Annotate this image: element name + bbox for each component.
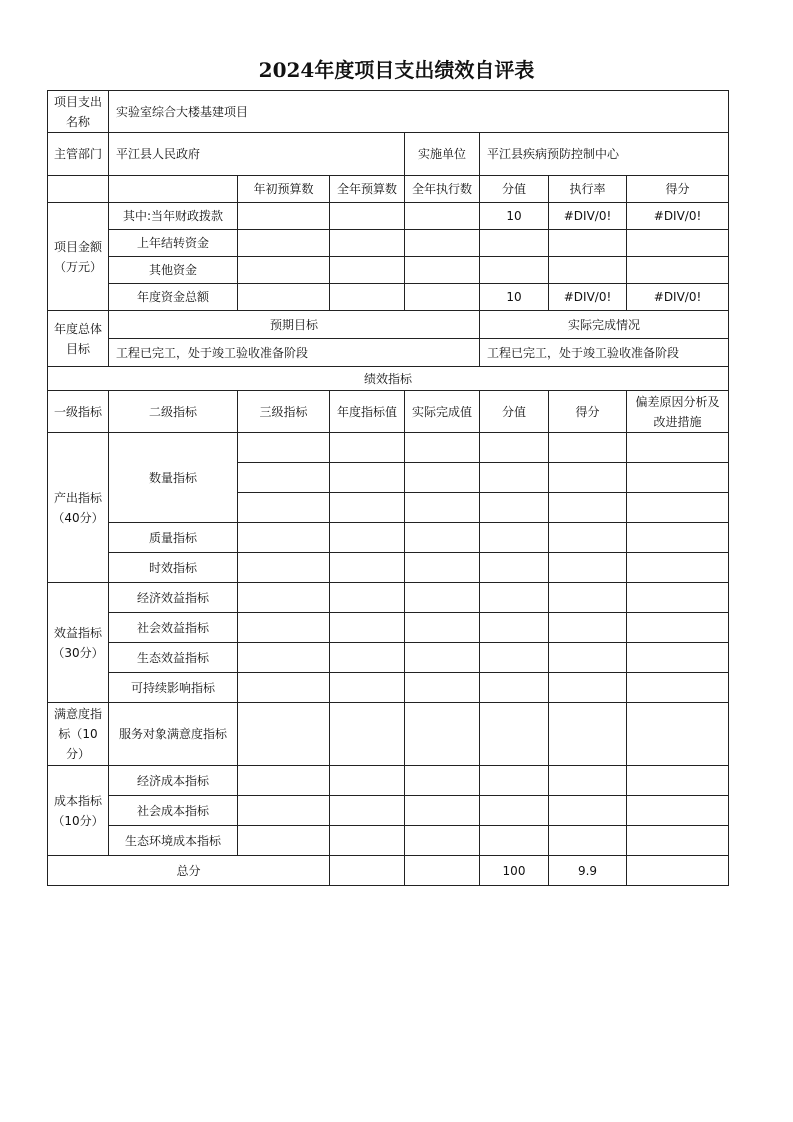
score-value bbox=[480, 826, 549, 856]
annual-target bbox=[330, 553, 405, 583]
indicator-row bbox=[48, 613, 729, 643]
indicator-row bbox=[48, 766, 729, 796]
level3-indicator bbox=[238, 826, 330, 856]
annual-target bbox=[330, 433, 405, 463]
perf-header: 分值 bbox=[480, 391, 549, 433]
level2-indicator: 生态环境成本指标 bbox=[109, 826, 238, 856]
score bbox=[549, 643, 627, 673]
initial bbox=[238, 230, 330, 257]
perf-title-row bbox=[48, 367, 729, 391]
budget-header: 全年执行数 bbox=[405, 176, 480, 203]
actual-label: 实际完成情况 bbox=[480, 311, 729, 339]
department-row bbox=[48, 133, 729, 176]
level2-indicator: 经济效益指标 bbox=[109, 583, 238, 613]
score-value bbox=[480, 523, 549, 553]
actual-text: 工程已完工，处于竣工验收准备阶段 bbox=[480, 339, 729, 367]
level3-indicator bbox=[238, 643, 330, 673]
executed bbox=[405, 230, 480, 257]
deviation-analysis bbox=[627, 493, 729, 523]
rate: #DIV/0! bbox=[549, 284, 627, 311]
total-label: 总分 bbox=[48, 856, 330, 886]
score-value bbox=[480, 796, 549, 826]
annual bbox=[330, 284, 405, 311]
actual-value bbox=[405, 796, 480, 826]
level3-indicator bbox=[238, 613, 330, 643]
level2-indicator: 经济成本指标 bbox=[109, 766, 238, 796]
score bbox=[549, 463, 627, 493]
budget-header: 执行率 bbox=[549, 176, 627, 203]
score: #DIV/0! bbox=[627, 203, 729, 230]
annual-target bbox=[330, 613, 405, 643]
score-value: 10 bbox=[480, 203, 549, 230]
total-actual bbox=[405, 856, 480, 886]
score-value bbox=[480, 553, 549, 583]
total-annual bbox=[330, 856, 405, 886]
executed bbox=[405, 203, 480, 230]
deviation-analysis bbox=[627, 826, 729, 856]
annual-target bbox=[330, 463, 405, 493]
score bbox=[549, 613, 627, 643]
score-value bbox=[480, 703, 549, 766]
rate bbox=[549, 230, 627, 257]
perf-header: 得分 bbox=[549, 391, 627, 433]
goal-text-row bbox=[48, 339, 729, 367]
indicator-row bbox=[48, 643, 729, 673]
indicator-row bbox=[48, 796, 729, 826]
level3-indicator bbox=[238, 523, 330, 553]
level3-indicator bbox=[238, 583, 330, 613]
annual-target bbox=[330, 523, 405, 553]
deviation-analysis bbox=[627, 433, 729, 463]
level2-indicator: 社会效益指标 bbox=[109, 613, 238, 643]
score bbox=[549, 553, 627, 583]
level1-indicator: 效益指标（30分） bbox=[48, 583, 109, 703]
level1-indicator: 产出指标（40分） bbox=[48, 433, 109, 583]
annual bbox=[330, 257, 405, 284]
indicator-row bbox=[48, 826, 729, 856]
perf-header: 偏差原因分析及改进措施 bbox=[627, 391, 729, 433]
score-value bbox=[480, 433, 549, 463]
dept-label: 主管部门 bbox=[48, 133, 109, 176]
amount-row-label: 年度资金总额 bbox=[109, 284, 238, 311]
annual-target bbox=[330, 493, 405, 523]
annual-target bbox=[330, 583, 405, 613]
score-value bbox=[480, 673, 549, 703]
amount-row bbox=[48, 230, 729, 257]
deviation-analysis bbox=[627, 703, 729, 766]
indicator-row bbox=[48, 553, 729, 583]
annual bbox=[330, 203, 405, 230]
deviation-analysis bbox=[627, 463, 729, 493]
budget-header: 分值 bbox=[480, 176, 549, 203]
perf-header: 年度指标值 bbox=[330, 391, 405, 433]
expected-text: 工程已完工，处于竣工验收准备阶段 bbox=[109, 339, 480, 367]
perf-header: 一级指标 bbox=[48, 391, 109, 433]
annual-target bbox=[330, 826, 405, 856]
indicator-row bbox=[48, 433, 729, 463]
amount-row-label: 上年结转资金 bbox=[109, 230, 238, 257]
level3-indicator bbox=[238, 766, 330, 796]
deviation-analysis bbox=[627, 643, 729, 673]
annual-target bbox=[330, 796, 405, 826]
total-score: 9.9 bbox=[549, 856, 627, 886]
actual-value bbox=[405, 826, 480, 856]
score: #DIV/0! bbox=[627, 284, 729, 311]
total-score-value: 100 bbox=[480, 856, 549, 886]
level3-indicator bbox=[238, 796, 330, 826]
budget-header: 全年预算数 bbox=[330, 176, 405, 203]
level3-indicator bbox=[238, 673, 330, 703]
score bbox=[549, 433, 627, 463]
score-value bbox=[480, 583, 549, 613]
score bbox=[549, 703, 627, 766]
perf-header: 二级指标 bbox=[109, 391, 238, 433]
annual-target bbox=[330, 673, 405, 703]
level3-indicator bbox=[238, 433, 330, 463]
amount-row-label: 其他资金 bbox=[109, 257, 238, 284]
deviation-analysis bbox=[627, 523, 729, 553]
level2-indicator: 时效指标 bbox=[109, 553, 238, 583]
actual-value bbox=[405, 463, 480, 493]
amount-row bbox=[48, 203, 729, 230]
executed bbox=[405, 284, 480, 311]
empty-cell bbox=[48, 176, 109, 203]
annual-target bbox=[330, 643, 405, 673]
score-value bbox=[480, 230, 549, 257]
annual-target bbox=[330, 703, 405, 766]
perf-label: 绩效指标 bbox=[48, 367, 729, 391]
score-value: 10 bbox=[480, 284, 549, 311]
level3-indicator bbox=[238, 463, 330, 493]
actual-value bbox=[405, 643, 480, 673]
budget-header-row bbox=[48, 176, 729, 203]
actual-value bbox=[405, 673, 480, 703]
score bbox=[627, 257, 729, 284]
score-value bbox=[480, 493, 549, 523]
score bbox=[549, 796, 627, 826]
total-row bbox=[48, 856, 729, 886]
annual bbox=[330, 230, 405, 257]
project-name-label: 项目支出名称 bbox=[48, 91, 109, 133]
project-name-row bbox=[48, 91, 729, 133]
score bbox=[549, 523, 627, 553]
score bbox=[549, 583, 627, 613]
amount-row-label: 其中:当年财政拨款 bbox=[109, 203, 238, 230]
deviation-analysis bbox=[627, 553, 729, 583]
actual-value bbox=[405, 523, 480, 553]
score-value bbox=[480, 643, 549, 673]
executed bbox=[405, 257, 480, 284]
empty-cell bbox=[109, 176, 238, 203]
self-evaluation-table bbox=[47, 90, 729, 886]
deviation-analysis bbox=[627, 796, 729, 826]
impl-value: 平江县疾病预防控制中心 bbox=[480, 133, 729, 176]
impl-label: 实施单位 bbox=[405, 133, 480, 176]
indicator-row bbox=[48, 703, 729, 766]
score-value bbox=[480, 766, 549, 796]
actual-value bbox=[405, 583, 480, 613]
level3-indicator bbox=[238, 493, 330, 523]
score bbox=[549, 766, 627, 796]
score-value bbox=[480, 257, 549, 284]
actual-value bbox=[405, 433, 480, 463]
amount-label: 项目金额（万元） bbox=[48, 203, 109, 311]
perf-header: 实际完成值 bbox=[405, 391, 480, 433]
score bbox=[627, 230, 729, 257]
level2-indicator: 可持续影响指标 bbox=[109, 673, 238, 703]
amount-row bbox=[48, 284, 729, 311]
budget-header: 得分 bbox=[627, 176, 729, 203]
indicator-row bbox=[48, 523, 729, 553]
level3-indicator bbox=[238, 553, 330, 583]
goal-header-row bbox=[48, 311, 729, 339]
score-value bbox=[480, 463, 549, 493]
dept-value: 平江县人民政府 bbox=[109, 133, 405, 176]
amount-row bbox=[48, 257, 729, 284]
project-name-value: 实验室综合大楼基建项目 bbox=[109, 91, 729, 133]
deviation-analysis bbox=[627, 766, 729, 796]
rate bbox=[549, 257, 627, 284]
indicator-row bbox=[48, 583, 729, 613]
goal-label: 年度总体目标 bbox=[48, 311, 109, 367]
score bbox=[549, 493, 627, 523]
actual-value bbox=[405, 613, 480, 643]
level2-indicator: 社会成本指标 bbox=[109, 796, 238, 826]
initial bbox=[238, 284, 330, 311]
rate: #DIV/0! bbox=[549, 203, 627, 230]
expected-label: 预期目标 bbox=[109, 311, 480, 339]
actual-value bbox=[405, 703, 480, 766]
initial bbox=[238, 203, 330, 230]
actual-value bbox=[405, 493, 480, 523]
deviation-analysis bbox=[627, 583, 729, 613]
score bbox=[549, 673, 627, 703]
total-analysis bbox=[627, 856, 729, 886]
annual-target bbox=[330, 766, 405, 796]
page-title: 2024年度项目支出绩效自评表 bbox=[258, 58, 535, 82]
actual-value bbox=[405, 553, 480, 583]
perf-header-row bbox=[48, 391, 729, 433]
level1-indicator: 成本指标（10分） bbox=[48, 766, 109, 856]
level2-indicator: 服务对象满意度指标 bbox=[109, 703, 238, 766]
level2-indicator: 生态效益指标 bbox=[109, 643, 238, 673]
indicator-row bbox=[48, 673, 729, 703]
perf-header: 三级指标 bbox=[238, 391, 330, 433]
score bbox=[549, 826, 627, 856]
level2-indicator: 数量指标 bbox=[109, 433, 238, 523]
deviation-analysis bbox=[627, 673, 729, 703]
initial bbox=[238, 257, 330, 284]
actual-value bbox=[405, 766, 480, 796]
budget-header: 年初预算数 bbox=[238, 176, 330, 203]
level1-indicator: 满意度指标（10分） bbox=[48, 703, 109, 766]
deviation-analysis bbox=[627, 613, 729, 643]
score-value bbox=[480, 613, 549, 643]
level3-indicator bbox=[238, 703, 330, 766]
level2-indicator: 质量指标 bbox=[109, 523, 238, 553]
